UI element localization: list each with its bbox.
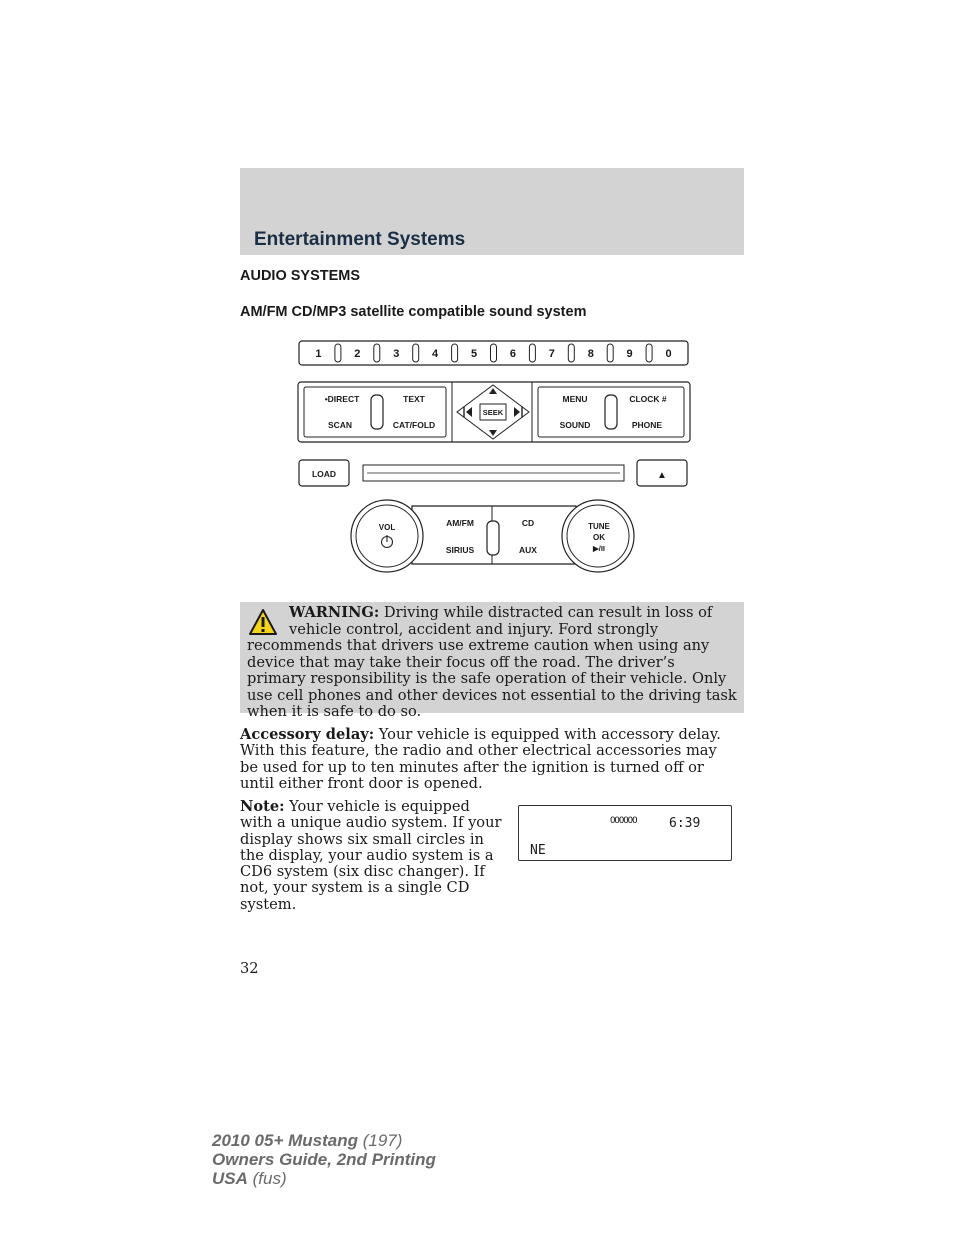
preset-divider xyxy=(452,344,458,362)
preset-button-1[interactable]: 1 xyxy=(315,348,322,360)
preset-divider xyxy=(568,344,574,362)
preset-divider xyxy=(413,344,419,362)
preset-button-5[interactable]: 5 xyxy=(470,348,478,360)
amfm-button[interactable]: AM/FM xyxy=(446,518,474,528)
cat-fold-button[interactable]: CAT/FOLD xyxy=(392,420,436,430)
preset-button-3[interactable]: 3 xyxy=(393,348,400,360)
preset-divider xyxy=(374,344,380,362)
svg-text:TUNE: TUNE xyxy=(588,522,610,531)
svg-text:VOL: VOL xyxy=(378,523,396,532)
direct-button[interactable]: •DIRECT xyxy=(324,394,360,404)
scan-button[interactable]: SCAN xyxy=(327,420,353,430)
preset-button-8[interactable]: 8 xyxy=(587,348,594,360)
preset-button-4[interactable]: 4 xyxy=(432,348,439,360)
note-label: Note: xyxy=(240,798,285,815)
phone-button[interactable]: PHONE xyxy=(631,420,663,430)
preset-divider xyxy=(491,344,497,362)
section-heading: AUDIO SYSTEMS xyxy=(240,268,361,284)
footer-model: 2010 05+ Mustang xyxy=(212,1131,358,1150)
sub-heading: AM/FM CD/MP3 satellite compatible sound system xyxy=(240,304,587,320)
preset-button-6[interactable]: 6 xyxy=(509,348,516,360)
preset-divider xyxy=(646,344,652,362)
sound-button[interactable]: SOUND xyxy=(559,420,591,430)
menu-button[interactable]: MENU xyxy=(562,394,588,404)
footer-market: USA xyxy=(212,1169,248,1188)
accessory-body: Your vehicle is equipped with accessory delay. With this feature, the radio and other electrical accessories may be used for up to ten minutes after the ignition is turned off or until either front door is opened. xyxy=(240,726,721,792)
eject-icon: ▲ xyxy=(657,470,667,481)
footer-market-code: (fus) xyxy=(252,1169,287,1188)
radio-display-illustration xyxy=(518,805,732,861)
aux-button[interactable]: AUX xyxy=(519,545,537,555)
display-compass: NE xyxy=(530,843,546,858)
preset-button-0[interactable]: 0 xyxy=(665,348,672,360)
warning-box xyxy=(240,602,744,720)
footer xyxy=(212,1131,436,1188)
chapter-header-band xyxy=(240,168,744,255)
tune-knob[interactable] xyxy=(562,500,634,572)
preset-divider xyxy=(335,344,341,362)
footer-guide: Owners Guide, 2nd Printing xyxy=(212,1150,436,1169)
cd-button[interactable]: CD xyxy=(521,518,535,528)
disc-circles-indicator: OOOOOO xyxy=(610,816,637,826)
svg-text:SEEK: SEEK xyxy=(482,408,504,417)
preset-divider xyxy=(607,344,613,362)
preset-button-7[interactable]: 7 xyxy=(548,348,555,360)
chapter-title: Entertainment Systems xyxy=(254,229,466,250)
play-pause-icon: ▶/II xyxy=(592,544,606,553)
preset-divider xyxy=(529,344,535,362)
preset-button-2[interactable]: 2 xyxy=(354,348,361,360)
warning-text xyxy=(247,605,737,721)
sirius-button[interactable]: SIRIUS xyxy=(445,545,475,555)
volume-knob[interactable] xyxy=(351,500,423,572)
note-paragraph xyxy=(240,799,502,913)
footer-model-code: (197) xyxy=(362,1131,403,1150)
text-button[interactable]: TEXT xyxy=(403,394,425,404)
svg-text:OK: OK xyxy=(593,533,605,542)
preset-button-9[interactable]: 9 xyxy=(626,348,633,360)
accessory-delay-paragraph xyxy=(240,727,730,792)
accessory-label: Accessory delay: xyxy=(240,726,375,743)
load-label: LOAD xyxy=(311,469,337,479)
display-time: 6:39 xyxy=(669,816,701,831)
warning-body: Driving while distracted can result in loss of vehicle control, accident and injury. Ford strongly recommends that drivers use extreme caution when using any device that may take their focus off the road. The driver’s primary responsibility is the safe operation of their vehicle. Only use cell phones and other devices not essential to the driving task when it is safe to do so. xyxy=(247,604,737,720)
note-body: Your vehicle is equipped with a unique audio system. If your display shows six small circles in the display, your audio system is a CD6 system (six disc changer). If not, your system is a single CD system. xyxy=(240,798,502,913)
page-number: 32 xyxy=(240,960,259,977)
radio-faceplate-diagram xyxy=(292,336,696,576)
warning-label: WARNING: xyxy=(289,604,380,621)
clock-button[interactable]: CLOCK # xyxy=(629,394,667,404)
